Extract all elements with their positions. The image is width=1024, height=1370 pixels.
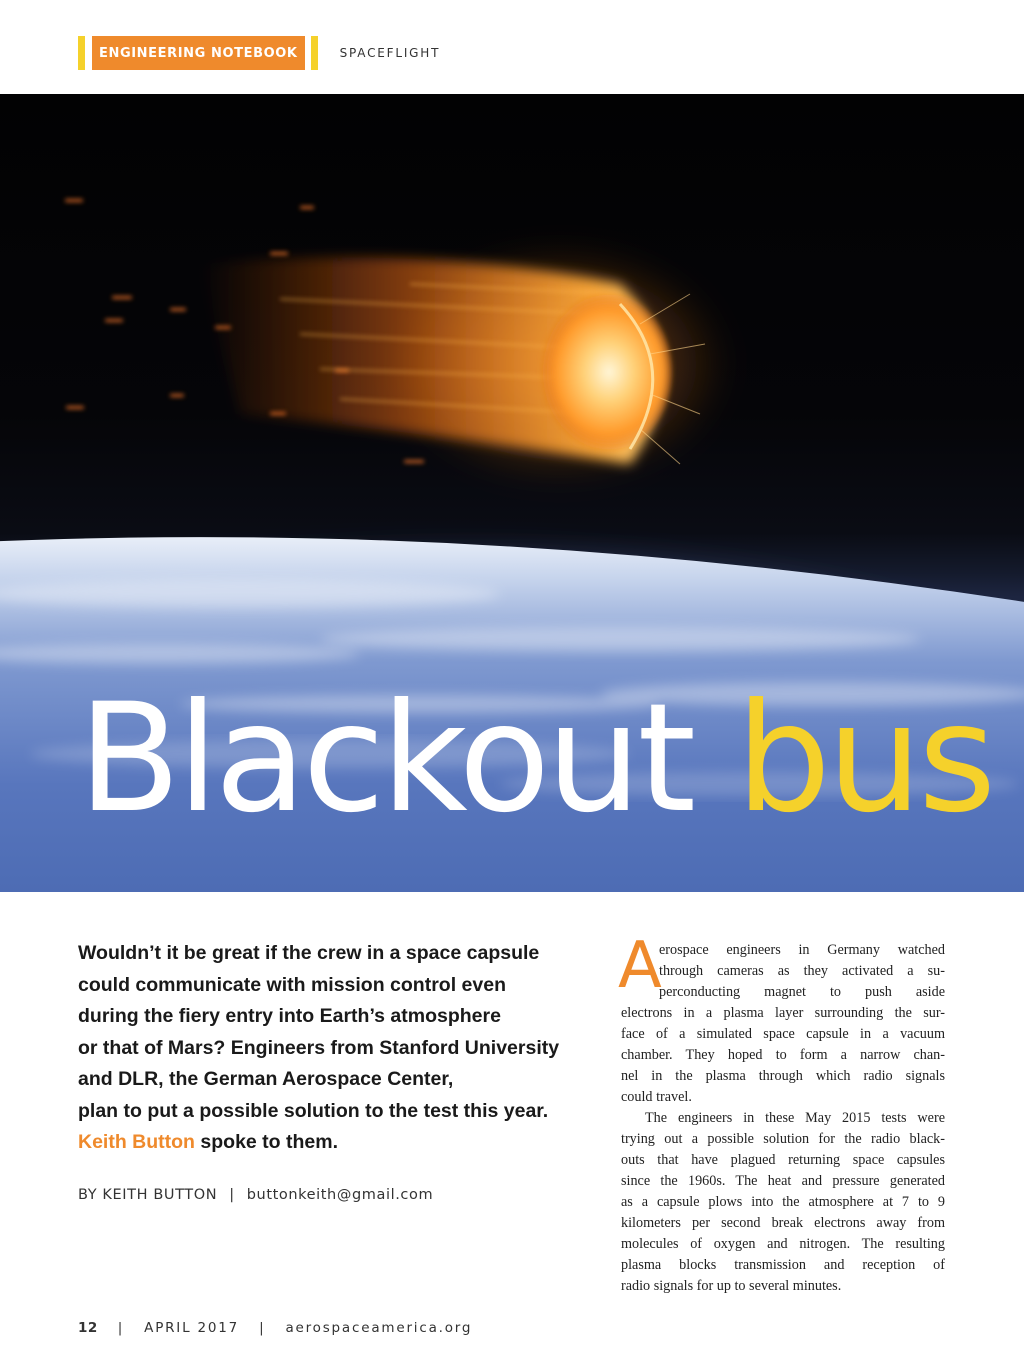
deck-line: during the fiery entry into Earth’s atmosphere <box>78 1005 501 1027</box>
body-line: chamber. They hoped to form a narrow chan- <box>621 1047 945 1063</box>
byline <box>78 1187 433 1203</box>
body-line: perconducting magnet to push aside <box>659 984 945 1000</box>
hero-image <box>0 94 1024 892</box>
body-line: trying out a possible solution for the radio black- <box>621 1131 945 1147</box>
body-line: erospace engineers in Germany watched <box>659 942 945 958</box>
deck-line-last <box>78 1127 598 1159</box>
deck-line: could communicate with mission control even <box>78 973 506 996</box>
header-accent-bar <box>78 36 85 70</box>
body-line: molecules of oxygen and nitrogen. The resulting <box>621 1236 945 1252</box>
title-white: Blackout <box>78 672 693 846</box>
section-label: SPACEFLIGHT <box>339 46 441 60</box>
article-body <box>618 929 945 1297</box>
body-line: since the 1960s. The heat and pressure generated <box>621 1173 945 1189</box>
footer-separator: | <box>259 1320 266 1336</box>
issue-date: APRIL 2017 <box>144 1320 240 1336</box>
body-line: plasma blocks transmission and reception of <box>621 1257 945 1273</box>
deck-line: plan to put a possible solution to the test this year. <box>78 1099 549 1122</box>
footer-separator: | <box>117 1320 125 1336</box>
body-line: outs that have plagued returning space capsules <box>621 1152 945 1168</box>
department-tag: ENGINEERING NOTEBOOK <box>92 36 305 70</box>
drop-cap: A <box>618 929 662 1003</box>
body-line: through cameras as they activated a su- <box>659 963 945 979</box>
section-header <box>78 36 440 70</box>
page-footer <box>78 1320 472 1336</box>
body-line: could travel. <box>621 1089 692 1105</box>
body-line: nel in the plasma through which radio signals <box>621 1068 945 1084</box>
article-title <box>78 672 993 846</box>
byline-email[interactable]: buttonkeith@gmail.com <box>246 1187 434 1203</box>
deck-line: Wouldn’t it be great if the crew in a space capsule <box>78 942 540 964</box>
byline-author: BY KEITH BUTTON <box>78 1187 218 1203</box>
body-line: face of a simulated space capsule in a vacuum <box>621 1026 945 1042</box>
article-deck <box>78 938 598 1159</box>
deck-line: and DLR, the German Aerospace Center, <box>78 1068 454 1090</box>
deck-closing: spoke to them. <box>194 1131 339 1153</box>
body-line: kilometers per second break electrons away from <box>621 1215 945 1231</box>
site-url[interactable]: aerospaceamerica.org <box>285 1320 473 1336</box>
body-line: The engineers in these May 2015 tests were <box>645 1110 945 1126</box>
byline-separator: | <box>229 1187 235 1203</box>
author-name: Keith Button <box>78 1131 195 1153</box>
title-accent: bus <box>735 672 993 846</box>
body-line: electrons in a plasma layer surrounding the sur- <box>621 1005 945 1021</box>
page-number: 12 <box>78 1320 98 1336</box>
header-accent-bar <box>311 36 318 70</box>
body-line: as a capsule plows into the atmosphere at 7 to 9 <box>621 1194 945 1210</box>
body-line: radio signals for up to several minutes. <box>621 1278 842 1294</box>
deck-line: or that of Mars? Engineers from Stanford University <box>78 1036 560 1059</box>
